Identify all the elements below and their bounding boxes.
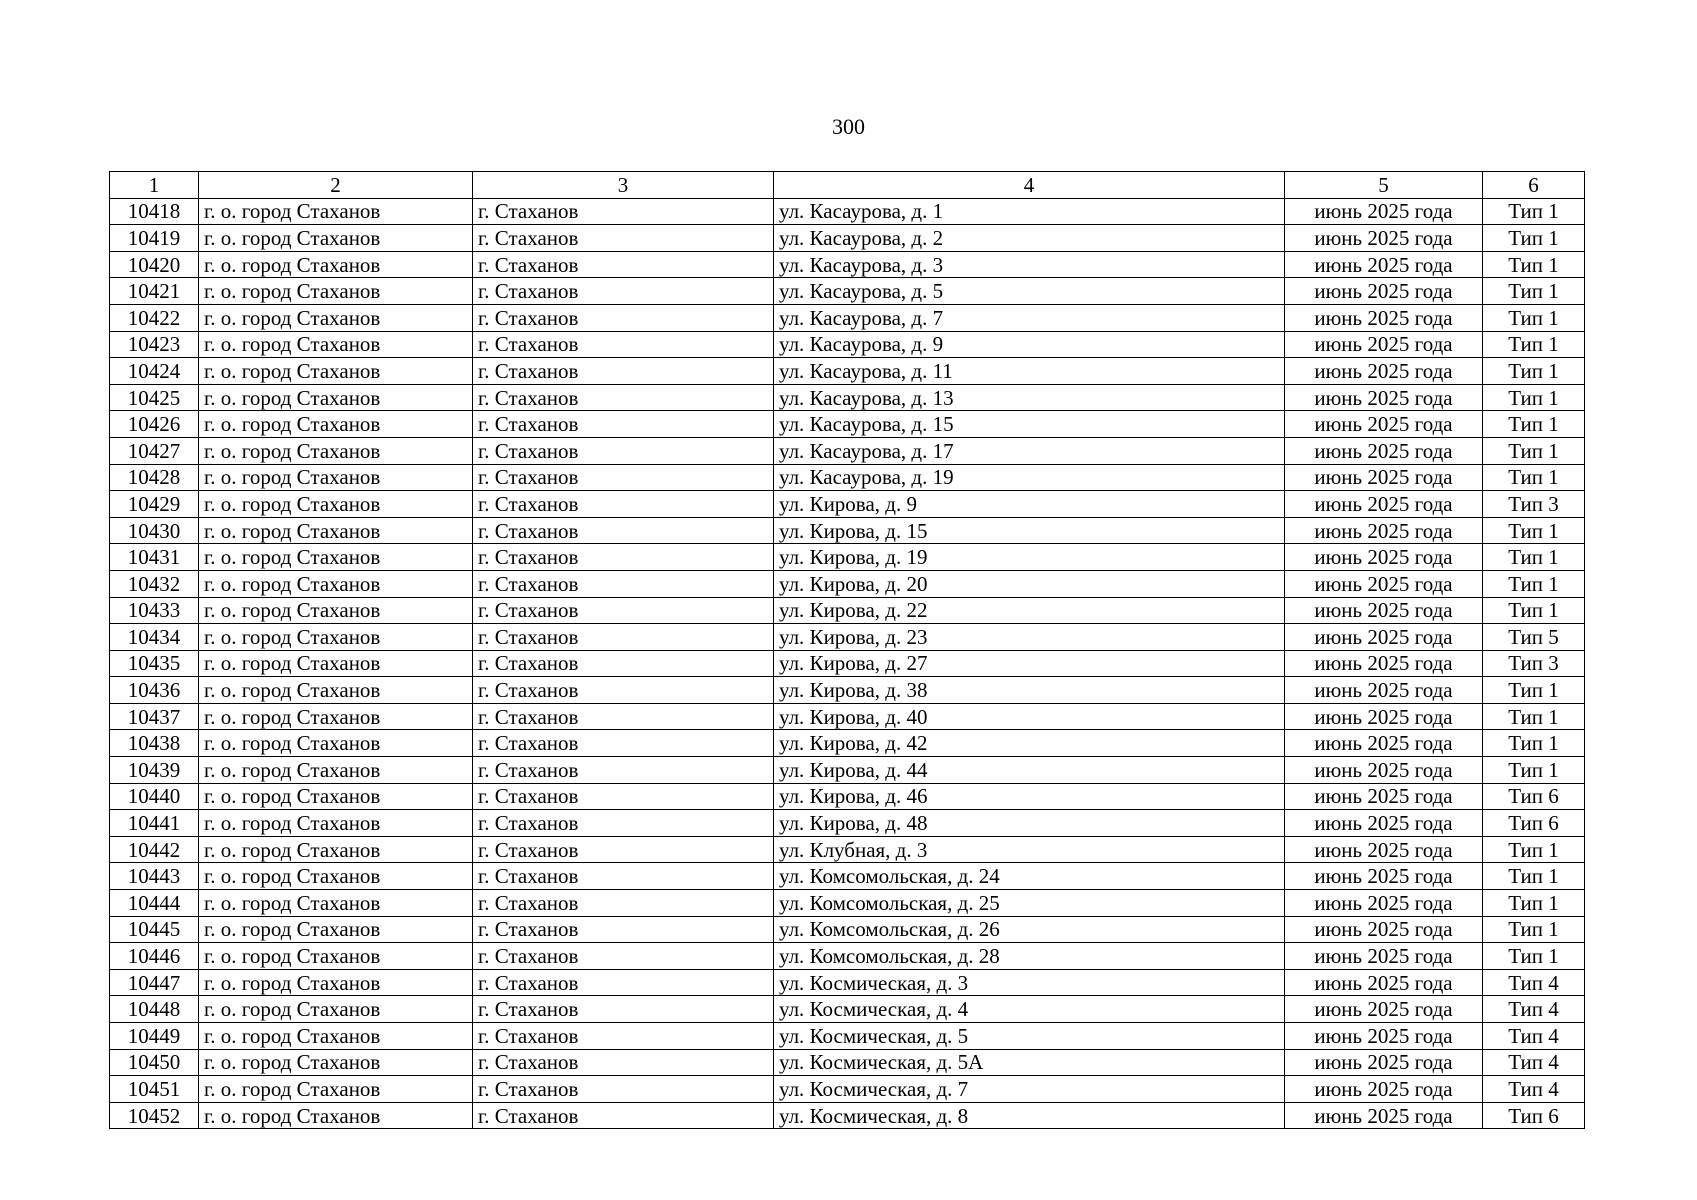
settlement-cell: г. Стаханов	[473, 384, 774, 411]
deadline-cell: июнь 2025 года	[1285, 597, 1483, 624]
settlement-cell: г. Стаханов	[473, 943, 774, 970]
type-cell: Тип 5	[1483, 624, 1585, 651]
row-number-cell: 10445	[110, 916, 199, 943]
settlement-cell: г. Стаханов	[473, 251, 774, 278]
municipality-cell: г. о. город Стаханов	[199, 544, 473, 571]
municipality-cell: г. о. город Стаханов	[199, 996, 473, 1023]
type-cell: Тип 4	[1483, 1023, 1585, 1050]
address-cell: ул. Комсомольская, д. 28	[774, 943, 1285, 970]
settlement-cell: г. Стаханов	[473, 1023, 774, 1050]
table-row	[110, 384, 1585, 411]
row-number-cell: 10424	[110, 358, 199, 385]
settlement-cell: г. Стаханов	[473, 996, 774, 1023]
address-cell: ул. Касаурова, д. 3	[774, 251, 1285, 278]
row-number-cell: 10448	[110, 996, 199, 1023]
deadline-cell: июнь 2025 года	[1285, 703, 1483, 730]
row-number-cell: 10447	[110, 969, 199, 996]
settlement-cell: г. Стаханов	[473, 331, 774, 358]
deadline-cell: июнь 2025 года	[1285, 996, 1483, 1023]
row-number-cell: 10431	[110, 544, 199, 571]
type-cell: Тип 1	[1483, 358, 1585, 385]
row-number-cell: 10443	[110, 863, 199, 890]
address-cell: ул. Кирова, д. 19	[774, 544, 1285, 571]
table-row	[110, 411, 1585, 438]
municipality-cell: г. о. город Стаханов	[199, 570, 473, 597]
deadline-cell: июнь 2025 года	[1285, 730, 1483, 757]
deadline-cell: июнь 2025 года	[1285, 650, 1483, 677]
deadline-cell: июнь 2025 года	[1285, 863, 1483, 890]
address-cell: ул. Кирова, д. 23	[774, 624, 1285, 651]
table-row	[110, 757, 1585, 784]
row-number-cell: 10437	[110, 703, 199, 730]
type-cell: Тип 1	[1483, 198, 1585, 225]
type-cell: Тип 1	[1483, 943, 1585, 970]
deadline-cell: июнь 2025 года	[1285, 890, 1483, 917]
type-cell: Тип 1	[1483, 411, 1585, 438]
municipality-cell: г. о. город Стаханов	[199, 304, 473, 331]
row-number-cell: 10425	[110, 384, 199, 411]
settlement-cell: г. Стаханов	[473, 703, 774, 730]
type-cell: Тип 1	[1483, 331, 1585, 358]
settlement-cell: г. Стаханов	[473, 225, 774, 252]
deadline-cell: июнь 2025 года	[1285, 1076, 1483, 1103]
row-number-cell: 10429	[110, 491, 199, 518]
table-row	[110, 304, 1585, 331]
deadline-cell: июнь 2025 года	[1285, 810, 1483, 837]
type-cell: Тип 1	[1483, 517, 1585, 544]
address-cell: ул. Касаурова, д. 5	[774, 278, 1285, 305]
municipality-cell: г. о. город Стаханов	[199, 491, 473, 518]
deadline-cell: июнь 2025 года	[1285, 358, 1483, 385]
deadline-cell: июнь 2025 года	[1285, 464, 1483, 491]
settlement-cell: г. Стаханов	[473, 677, 774, 704]
row-number-cell: 10441	[110, 810, 199, 837]
municipality-cell: г. о. город Стаханов	[199, 225, 473, 252]
table-row	[110, 251, 1585, 278]
type-cell: Тип 4	[1483, 969, 1585, 996]
settlement-cell: г. Стаханов	[473, 650, 774, 677]
column-header-4: 4	[774, 172, 1285, 199]
address-cell: ул. Касаурова, д. 1	[774, 198, 1285, 225]
table-row	[110, 464, 1585, 491]
settlement-cell: г. Стаханов	[473, 890, 774, 917]
settlement-cell: г. Стаханов	[473, 464, 774, 491]
type-cell: Тип 4	[1483, 996, 1585, 1023]
row-number-cell: 10418	[110, 198, 199, 225]
address-cell: ул. Комсомольская, д. 25	[774, 890, 1285, 917]
type-cell: Тип 1	[1483, 437, 1585, 464]
type-cell: Тип 6	[1483, 1102, 1585, 1129]
address-cell: ул. Касаурова, д. 17	[774, 437, 1285, 464]
settlement-cell: г. Стаханов	[473, 437, 774, 464]
municipality-cell: г. о. город Стаханов	[199, 730, 473, 757]
deadline-cell: июнь 2025 года	[1285, 969, 1483, 996]
table-row	[110, 517, 1585, 544]
address-cell: ул. Кирова, д. 38	[774, 677, 1285, 704]
table-row	[110, 677, 1585, 704]
settlement-cell: г. Стаханов	[473, 198, 774, 225]
row-number-cell: 10420	[110, 251, 199, 278]
municipality-cell: г. о. город Стаханов	[199, 916, 473, 943]
table-row	[110, 437, 1585, 464]
row-number-cell: 10427	[110, 437, 199, 464]
settlement-cell: г. Стаханов	[473, 358, 774, 385]
municipality-cell: г. о. город Стаханов	[199, 517, 473, 544]
deadline-cell: июнь 2025 года	[1285, 198, 1483, 225]
row-number-cell: 10421	[110, 278, 199, 305]
type-cell: Тип 1	[1483, 597, 1585, 624]
address-cell: ул. Космическая, д. 7	[774, 1076, 1285, 1103]
municipality-cell: г. о. город Стаханов	[199, 251, 473, 278]
settlement-cell: г. Стаханов	[473, 863, 774, 890]
settlement-cell: г. Стаханов	[473, 570, 774, 597]
address-cell: ул. Кирова, д. 42	[774, 730, 1285, 757]
address-cell: ул. Клубная, д. 3	[774, 836, 1285, 863]
table-row	[110, 969, 1585, 996]
table-row	[110, 1102, 1585, 1129]
municipality-cell: г. о. город Стаханов	[199, 358, 473, 385]
municipality-cell: г. о. город Стаханов	[199, 969, 473, 996]
address-cell: ул. Космическая, д. 8	[774, 1102, 1285, 1129]
municipality-cell: г. о. город Стаханов	[199, 836, 473, 863]
table-row	[110, 544, 1585, 571]
deadline-cell: июнь 2025 года	[1285, 517, 1483, 544]
table-header	[110, 172, 1585, 199]
settlement-cell: г. Стаханов	[473, 517, 774, 544]
settlement-cell: г. Стаханов	[473, 304, 774, 331]
settlement-cell: г. Стаханов	[473, 597, 774, 624]
table-row	[110, 996, 1585, 1023]
deadline-cell: июнь 2025 года	[1285, 783, 1483, 810]
type-cell: Тип 1	[1483, 890, 1585, 917]
type-cell: Тип 1	[1483, 730, 1585, 757]
settlement-cell: г. Стаханов	[473, 1049, 774, 1076]
type-cell: Тип 1	[1483, 703, 1585, 730]
table-row	[110, 624, 1585, 651]
row-number-cell: 10430	[110, 517, 199, 544]
municipality-cell: г. о. город Стаханов	[199, 943, 473, 970]
table-row	[110, 836, 1585, 863]
table-row	[110, 358, 1585, 385]
table-body	[110, 198, 1585, 1129]
table-row	[110, 916, 1585, 943]
address-cell: ул. Космическая, д. 5А	[774, 1049, 1285, 1076]
page-number: 300	[832, 114, 865, 139]
municipality-cell: г. о. город Стаханов	[199, 890, 473, 917]
deadline-cell: июнь 2025 года	[1285, 544, 1483, 571]
deadline-cell: июнь 2025 года	[1285, 1102, 1483, 1129]
type-cell: Тип 3	[1483, 650, 1585, 677]
address-cell: ул. Кирова, д. 46	[774, 783, 1285, 810]
type-cell: Тип 1	[1483, 757, 1585, 784]
deadline-cell: июнь 2025 года	[1285, 916, 1483, 943]
settlement-cell: г. Стаханов	[473, 491, 774, 518]
type-cell: Тип 1	[1483, 863, 1585, 890]
row-number-cell: 10438	[110, 730, 199, 757]
address-cell: ул. Кирова, д. 44	[774, 757, 1285, 784]
row-number-cell: 10419	[110, 225, 199, 252]
municipality-cell: г. о. город Стаханов	[199, 650, 473, 677]
row-number-cell: 10433	[110, 597, 199, 624]
table-row	[110, 597, 1585, 624]
address-cell: ул. Космическая, д. 3	[774, 969, 1285, 996]
column-header-1: 1	[110, 172, 199, 199]
table-row	[110, 1023, 1585, 1050]
deadline-cell: июнь 2025 года	[1285, 943, 1483, 970]
table-row	[110, 1076, 1585, 1103]
settlement-cell: г. Стаханов	[473, 1102, 774, 1129]
type-cell: Тип 1	[1483, 570, 1585, 597]
row-number-cell: 10451	[110, 1076, 199, 1103]
table-row	[110, 890, 1585, 917]
type-cell: Тип 1	[1483, 251, 1585, 278]
municipality-cell: г. о. город Стаханов	[199, 703, 473, 730]
address-cell: ул. Кирова, д. 27	[774, 650, 1285, 677]
settlement-cell: г. Стаханов	[473, 757, 774, 784]
settlement-cell: г. Стаханов	[473, 783, 774, 810]
column-header-2: 2	[199, 172, 473, 199]
table-row	[110, 331, 1585, 358]
table-row	[110, 783, 1585, 810]
row-number-cell: 10436	[110, 677, 199, 704]
row-number-cell: 10446	[110, 943, 199, 970]
row-number-cell: 10435	[110, 650, 199, 677]
row-number-cell: 10428	[110, 464, 199, 491]
deadline-cell: июнь 2025 года	[1285, 1023, 1483, 1050]
municipality-cell: г. о. город Стаханов	[199, 1076, 473, 1103]
column-header-3: 3	[473, 172, 774, 199]
municipality-cell: г. о. город Стаханов	[199, 331, 473, 358]
settlement-cell: г. Стаханов	[473, 544, 774, 571]
row-number-cell: 10423	[110, 331, 199, 358]
address-cell: ул. Кирова, д. 40	[774, 703, 1285, 730]
row-number-cell: 10440	[110, 783, 199, 810]
address-cell: ул. Кирова, д. 20	[774, 570, 1285, 597]
registry-table	[109, 171, 1585, 1129]
deadline-cell: июнь 2025 года	[1285, 570, 1483, 597]
settlement-cell: г. Стаханов	[473, 278, 774, 305]
settlement-cell: г. Стаханов	[473, 730, 774, 757]
deadline-cell: июнь 2025 года	[1285, 331, 1483, 358]
table-row	[110, 943, 1585, 970]
table-row	[110, 650, 1585, 677]
table-row	[110, 225, 1585, 252]
municipality-cell: г. о. город Стаханов	[199, 783, 473, 810]
type-cell: Тип 1	[1483, 677, 1585, 704]
municipality-cell: г. о. город Стаханов	[199, 411, 473, 438]
type-cell: Тип 1	[1483, 464, 1585, 491]
municipality-cell: г. о. город Стаханов	[199, 863, 473, 890]
table-row	[110, 570, 1585, 597]
address-cell: ул. Космическая, д. 5	[774, 1023, 1285, 1050]
table-row	[110, 810, 1585, 837]
municipality-cell: г. о. город Стаханов	[199, 198, 473, 225]
address-cell: ул. Комсомольская, д. 24	[774, 863, 1285, 890]
type-cell: Тип 1	[1483, 916, 1585, 943]
table-row	[110, 730, 1585, 757]
municipality-cell: г. о. город Стаханов	[199, 624, 473, 651]
table-row	[110, 278, 1585, 305]
municipality-cell: г. о. город Стаханов	[199, 597, 473, 624]
table-row	[110, 198, 1585, 225]
type-cell: Тип 1	[1483, 304, 1585, 331]
municipality-cell: г. о. город Стаханов	[199, 810, 473, 837]
municipality-cell: г. о. город Стаханов	[199, 677, 473, 704]
row-number-cell: 10442	[110, 836, 199, 863]
municipality-cell: г. о. город Стаханов	[199, 464, 473, 491]
deadline-cell: июнь 2025 года	[1285, 304, 1483, 331]
header-row	[110, 172, 1585, 199]
address-cell: ул. Кирова, д. 22	[774, 597, 1285, 624]
type-cell: Тип 1	[1483, 225, 1585, 252]
table-row	[110, 1049, 1585, 1076]
deadline-cell: июнь 2025 года	[1285, 437, 1483, 464]
address-cell: ул. Касаурова, д. 2	[774, 225, 1285, 252]
address-cell: ул. Касаурова, д. 15	[774, 411, 1285, 438]
column-header-5: 5	[1285, 172, 1483, 199]
deadline-cell: июнь 2025 года	[1285, 624, 1483, 651]
address-cell: ул. Касаурова, д. 7	[774, 304, 1285, 331]
row-number-cell: 10452	[110, 1102, 199, 1129]
type-cell: Тип 1	[1483, 544, 1585, 571]
address-cell: ул. Касаурова, д. 11	[774, 358, 1285, 385]
address-cell: ул. Касаурова, д. 13	[774, 384, 1285, 411]
type-cell: Тип 1	[1483, 384, 1585, 411]
type-cell: Тип 4	[1483, 1049, 1585, 1076]
municipality-cell: г. о. город Стаханов	[199, 1102, 473, 1129]
address-cell: ул. Кирова, д. 9	[774, 491, 1285, 518]
row-number-cell: 10434	[110, 624, 199, 651]
address-cell: ул. Кирова, д. 15	[774, 517, 1285, 544]
type-cell: Тип 6	[1483, 783, 1585, 810]
address-cell: ул. Кирова, д. 48	[774, 810, 1285, 837]
municipality-cell: г. о. город Стаханов	[199, 1023, 473, 1050]
deadline-cell: июнь 2025 года	[1285, 251, 1483, 278]
settlement-cell: г. Стаханов	[473, 624, 774, 651]
municipality-cell: г. о. город Стаханов	[199, 384, 473, 411]
type-cell: Тип 6	[1483, 810, 1585, 837]
settlement-cell: г. Стаханов	[473, 969, 774, 996]
deadline-cell: июнь 2025 года	[1285, 757, 1483, 784]
row-number-cell: 10444	[110, 890, 199, 917]
row-number-cell: 10426	[110, 411, 199, 438]
type-cell: Тип 1	[1483, 836, 1585, 863]
settlement-cell: г. Стаханов	[473, 411, 774, 438]
deadline-cell: июнь 2025 года	[1285, 491, 1483, 518]
deadline-cell: июнь 2025 года	[1285, 278, 1483, 305]
municipality-cell: г. о. город Стаханов	[199, 437, 473, 464]
address-cell: ул. Касаурова, д. 19	[774, 464, 1285, 491]
municipality-cell: г. о. город Стаханов	[199, 278, 473, 305]
deadline-cell: июнь 2025 года	[1285, 677, 1483, 704]
table-row	[110, 491, 1585, 518]
type-cell: Тип 1	[1483, 278, 1585, 305]
row-number-cell: 10439	[110, 757, 199, 784]
column-header-6: 6	[1483, 172, 1585, 199]
settlement-cell: г. Стаханов	[473, 810, 774, 837]
address-cell: ул. Комсомольская, д. 26	[774, 916, 1285, 943]
type-cell: Тип 3	[1483, 491, 1585, 518]
deadline-cell: июнь 2025 года	[1285, 384, 1483, 411]
row-number-cell: 10450	[110, 1049, 199, 1076]
table-row	[110, 863, 1585, 890]
municipality-cell: г. о. город Стаханов	[199, 1049, 473, 1076]
row-number-cell: 10449	[110, 1023, 199, 1050]
row-number-cell: 10432	[110, 570, 199, 597]
deadline-cell: июнь 2025 года	[1285, 836, 1483, 863]
deadline-cell: июнь 2025 года	[1285, 225, 1483, 252]
address-cell: ул. Космическая, д. 4	[774, 996, 1285, 1023]
settlement-cell: г. Стаханов	[473, 1076, 774, 1103]
table-row	[110, 703, 1585, 730]
municipality-cell: г. о. город Стаханов	[199, 757, 473, 784]
deadline-cell: июнь 2025 года	[1285, 411, 1483, 438]
address-cell: ул. Касаурова, д. 9	[774, 331, 1285, 358]
type-cell: Тип 4	[1483, 1076, 1585, 1103]
row-number-cell: 10422	[110, 304, 199, 331]
deadline-cell: июнь 2025 года	[1285, 1049, 1483, 1076]
settlement-cell: г. Стаханов	[473, 836, 774, 863]
settlement-cell: г. Стаханов	[473, 916, 774, 943]
